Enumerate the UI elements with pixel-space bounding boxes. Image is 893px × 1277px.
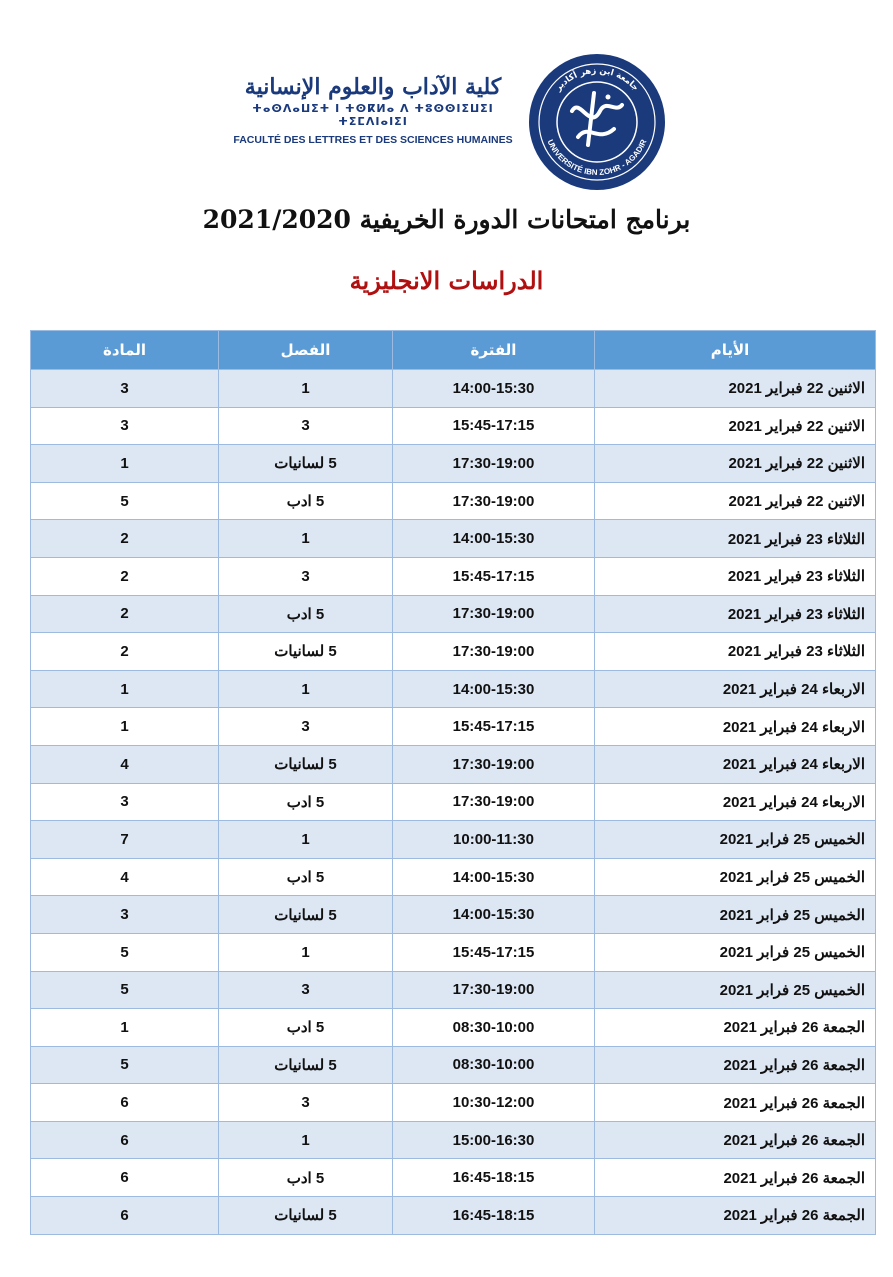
cell-period: 10:00-11:30 <box>393 821 595 859</box>
cell-semester: 5 لسانيات <box>219 633 393 671</box>
cell-day: الجمعة 26 فبراير 2021 <box>595 1121 876 1159</box>
cell-period: 17:30-19:00 <box>393 633 595 671</box>
cell-subject: 5 <box>31 933 219 971</box>
cell-day: الخميس 25 فرابر 2021 <box>595 896 876 934</box>
cell-semester: 3 <box>219 557 393 595</box>
cell-subject: 4 <box>31 858 219 896</box>
cell-period: 14:00-15:30 <box>393 896 595 934</box>
cell-day: الاثنين 22 فبراير 2021 <box>595 370 876 408</box>
cell-day: الخميس 25 فرابر 2021 <box>595 858 876 896</box>
cell-day: الثلاثاء 23 فبراير 2021 <box>595 633 876 671</box>
faculty-name-tifinagh: ⵜⴰⵙⴷⴰⵡⵉⵜ ⵏ ⵜⵙⴽⵍⴰ ⴷ ⵜⵓⵙⵙⵏⵉⵡⵉⵏ ⵜⵉⵎⴷⵏⴰⵏⵉⵏ <box>252 102 494 128</box>
cell-semester: 5 ادب <box>219 1009 393 1047</box>
faculty-name-arabic: كلية الآداب والعلوم الإنسانية <box>244 74 502 100</box>
cell-semester: 3 <box>219 1084 393 1122</box>
page-title: برنامج امتحانات الدورة الخريفية 2021/2020 <box>202 205 691 234</box>
cell-day: الجمعة 26 فبراير 2021 <box>595 1046 876 1084</box>
table-row <box>31 708 876 746</box>
table-row <box>31 595 876 633</box>
page-subtitle: الدراسات الانجليزية <box>349 266 544 295</box>
cell-period: 17:30-19:00 <box>393 482 595 520</box>
cell-period: 17:30-19:00 <box>393 783 595 821</box>
university-logo <box>528 53 666 191</box>
cell-subject: 3 <box>31 407 219 445</box>
cell-period: 14:00-15:30 <box>393 370 595 408</box>
table-row <box>31 1046 876 1084</box>
table-row <box>31 482 876 520</box>
cell-period: 15:00-16:30 <box>393 1121 595 1159</box>
cell-period: 08:30-10:00 <box>393 1009 595 1047</box>
table-row <box>31 745 876 783</box>
cell-subject: 1 <box>31 1009 219 1047</box>
cell-subject: 2 <box>31 595 219 633</box>
cell-period: 10:30-12:00 <box>393 1084 595 1122</box>
cell-subject: 1 <box>31 708 219 746</box>
cell-semester: 5 ادب <box>219 783 393 821</box>
cell-semester: 1 <box>219 670 393 708</box>
cell-day: الخميس 25 فرابر 2021 <box>595 821 876 859</box>
cell-subject: 4 <box>31 745 219 783</box>
cell-subject: 5 <box>31 1046 219 1084</box>
cell-period: 15:45-17:15 <box>393 407 595 445</box>
cell-day: الثلاثاء 23 فبراير 2021 <box>595 520 876 558</box>
table-row <box>31 783 876 821</box>
faculty-name-french: FACULTÉ DES LETTRES ET DES SCIENCES HUMAINES <box>233 134 513 146</box>
cell-semester: 5 لسانيات <box>219 1046 393 1084</box>
page-header <box>0 40 893 190</box>
table-row <box>31 1084 876 1122</box>
cell-day: الاربعاء 24 فبراير 2021 <box>595 670 876 708</box>
cell-semester: 5 لسانيات <box>219 445 393 483</box>
cell-subject: 3 <box>31 896 219 934</box>
column-header-subject: المادة <box>31 331 219 370</box>
cell-subject: 3 <box>31 370 219 408</box>
table-row <box>31 1159 876 1197</box>
cell-period: 16:45-18:15 <box>393 1197 595 1235</box>
cell-semester: 5 لسانيات <box>219 896 393 934</box>
exam-schedule-table <box>30 330 876 1235</box>
table-row <box>31 821 876 859</box>
cell-subject: 5 <box>31 482 219 520</box>
cell-subject: 7 <box>31 821 219 859</box>
table-row <box>31 858 876 896</box>
column-header-semester: الفصل <box>219 331 393 370</box>
cell-subject: 5 <box>31 971 219 1009</box>
cell-semester: 3 <box>219 971 393 1009</box>
table-row <box>31 557 876 595</box>
cell-day: الاثنين 22 فبراير 2021 <box>595 482 876 520</box>
cell-day: الجمعة 26 فبراير 2021 <box>595 1197 876 1235</box>
cell-period: 16:45-18:15 <box>393 1159 595 1197</box>
cell-semester: 5 ادب <box>219 595 393 633</box>
table-row <box>31 933 876 971</box>
cell-period: 17:30-19:00 <box>393 745 595 783</box>
cell-day: الخميس 25 فرابر 2021 <box>595 933 876 971</box>
cell-semester: 1 <box>219 933 393 971</box>
faculty-name-block <box>228 74 518 146</box>
cell-day: الخميس 25 فرابر 2021 <box>595 971 876 1009</box>
cell-day: الاربعاء 24 فبراير 2021 <box>595 745 876 783</box>
cell-subject: 6 <box>31 1084 219 1122</box>
table-row <box>31 445 876 483</box>
cell-day: الثلاثاء 23 فبراير 2021 <box>595 595 876 633</box>
cell-day: الجمعة 26 فبراير 2021 <box>595 1159 876 1197</box>
cell-subject: 2 <box>31 520 219 558</box>
cell-day: الجمعة 26 فبراير 2021 <box>595 1084 876 1122</box>
table-row <box>31 1009 876 1047</box>
table-row <box>31 896 876 934</box>
cell-subject: 6 <box>31 1121 219 1159</box>
cell-period: 17:30-19:00 <box>393 595 595 633</box>
cell-semester: 5 ادب <box>219 858 393 896</box>
cell-period: 17:30-19:00 <box>393 445 595 483</box>
cell-period: 15:45-17:15 <box>393 557 595 595</box>
cell-subject: 6 <box>31 1197 219 1235</box>
cell-period: 14:00-15:30 <box>393 670 595 708</box>
cell-period: 15:45-17:15 <box>393 933 595 971</box>
column-header-days: الأيام <box>595 331 876 370</box>
cell-semester: 3 <box>219 708 393 746</box>
table-row <box>31 1121 876 1159</box>
cell-day: الاربعاء 24 فبراير 2021 <box>595 783 876 821</box>
cell-day: الثلاثاء 23 فبراير 2021 <box>595 557 876 595</box>
logo-ring-french: UNIVERSITÉ IBN ZOHR - AGADIR <box>545 138 649 178</box>
cell-semester: 1 <box>219 520 393 558</box>
column-header-period: الفترة <box>393 331 595 370</box>
cell-subject: 2 <box>31 557 219 595</box>
cell-semester: 5 لسانيات <box>219 1197 393 1235</box>
cell-subject: 1 <box>31 445 219 483</box>
table-row <box>31 407 876 445</box>
cell-day: الاربعاء 24 فبراير 2021 <box>595 708 876 746</box>
table-row <box>31 670 876 708</box>
cell-period: 14:00-15:30 <box>393 520 595 558</box>
cell-day: الجمعة 26 فبراير 2021 <box>595 1009 876 1047</box>
cell-day: الاثنين 22 فبراير 2021 <box>595 407 876 445</box>
cell-day: الاثنين 22 فبراير 2021 <box>595 445 876 483</box>
cell-semester: 5 لسانيات <box>219 745 393 783</box>
cell-semester: 1 <box>219 1121 393 1159</box>
cell-period: 17:30-19:00 <box>393 971 595 1009</box>
table-row <box>31 633 876 671</box>
cell-period: 15:45-17:15 <box>393 708 595 746</box>
cell-semester: 1 <box>219 821 393 859</box>
cell-semester: 5 ادب <box>219 1159 393 1197</box>
table-row <box>31 370 876 408</box>
table-body <box>31 370 876 1235</box>
cell-semester: 3 <box>219 407 393 445</box>
cell-subject: 6 <box>31 1159 219 1197</box>
cell-subject: 1 <box>31 670 219 708</box>
table-header-row <box>31 331 876 370</box>
table-row <box>31 520 876 558</box>
logo-ring-arabic: جامعة ابن زهر أكادير <box>553 65 641 94</box>
cell-period: 08:30-10:00 <box>393 1046 595 1084</box>
cell-semester: 5 ادب <box>219 482 393 520</box>
cell-subject: 3 <box>31 783 219 821</box>
cell-semester: 1 <box>219 370 393 408</box>
table-row <box>31 971 876 1009</box>
cell-subject: 2 <box>31 633 219 671</box>
cell-period: 14:00-15:30 <box>393 858 595 896</box>
table-row <box>31 1197 876 1235</box>
